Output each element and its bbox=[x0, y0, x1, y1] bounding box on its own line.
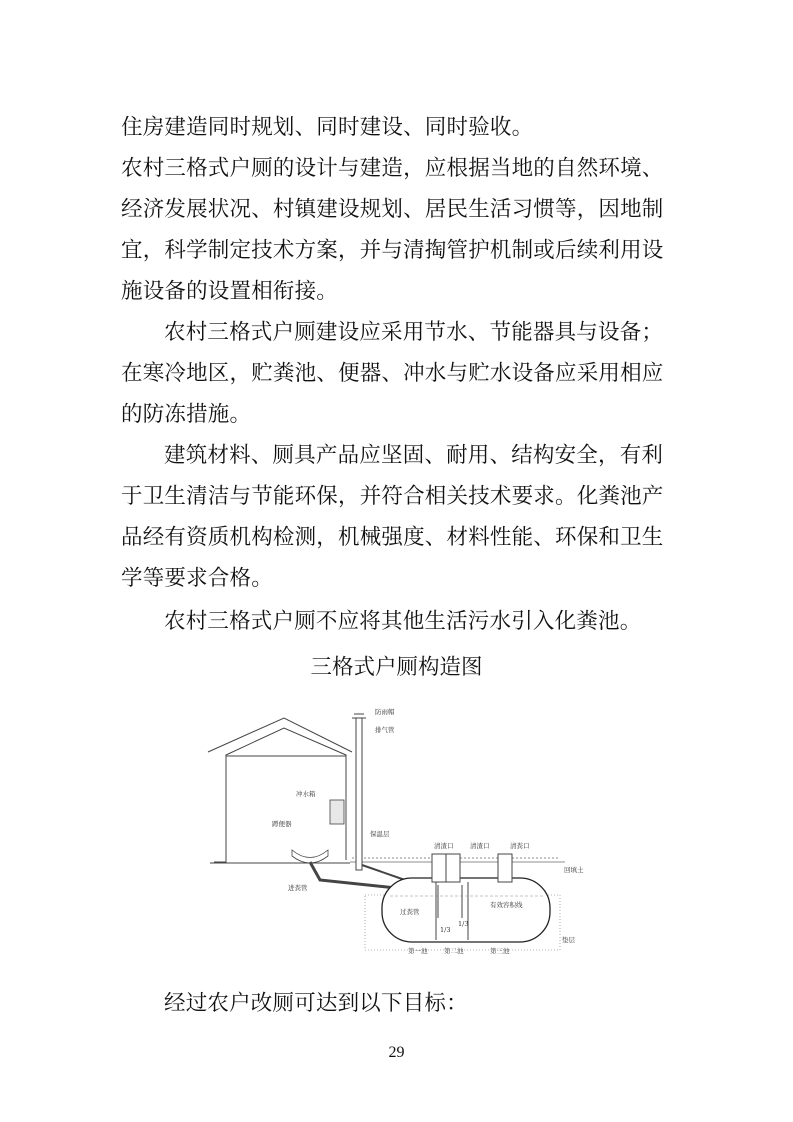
label-backfill: 回填土 bbox=[564, 866, 584, 874]
label-base-layer: 垫层 bbox=[562, 936, 575, 944]
paragraph-after-figure: 经过农户改厕可达到以下目标： bbox=[164, 991, 468, 1016]
label-insulation: 保温层 bbox=[370, 830, 390, 838]
label-cleanout-2: 清渣口 bbox=[470, 842, 490, 850]
label-cleanout-3: 清粪口 bbox=[510, 842, 530, 850]
label-flush-tank: 冲水箱 bbox=[296, 790, 316, 798]
label-ratio-1: 1/3 bbox=[440, 926, 451, 934]
paragraph-1: 住房建造同时规划、同时建设、同时验收。 bbox=[121, 115, 534, 140]
label-chamber-2: 第二池 bbox=[444, 947, 464, 955]
flush-tank bbox=[330, 800, 344, 824]
label-ratio-2: 1/3 bbox=[458, 920, 469, 928]
house-outline bbox=[208, 718, 352, 863]
label-rain-cap: 防雨帽 bbox=[375, 708, 395, 716]
label-effective-volume-line: 有效容积线 bbox=[490, 901, 523, 909]
label-chamber-3: 第三池 bbox=[490, 947, 510, 955]
paragraph-4: 建筑材料、厕具产品应坚固、耐用、结构安全，有利于卫生清洁与节能环保，并符合相关技术要求。化粪池产品经有资质机构检测，机械强度、材料性能、环保和卫生学等要求合格。 bbox=[121, 443, 664, 591]
paragraph-5: 农村三格式户厕不应将其他生活污水引入化粪池。 bbox=[164, 609, 642, 634]
label-squat-toilet: 蹲便器 bbox=[272, 820, 292, 828]
squat-toilet bbox=[292, 850, 328, 863]
label-transfer-pipe: 过粪管 bbox=[400, 908, 420, 916]
page-number: 29 bbox=[388, 1044, 405, 1061]
paragraph-2: 农村三格式户厕的设计与建造，应根据当地的自然环境、经济发展状况、村镇建设规划、居民生活习惯等，因地制宜，科学制定技术方案，并与清掏管护机制或后续利用设施设备的设置相衔接。 bbox=[121, 156, 664, 304]
toilet-structure-diagram bbox=[200, 700, 590, 960]
paragraph-3: 农村三格式户厕建设应采用节水、节能器具与设备；在寒冷地区，贮粪池、便器、冲水与贮水设备应采用相应的防冻措施。 bbox=[121, 320, 664, 427]
label-chamber-1: 第一池 bbox=[408, 947, 428, 955]
figure-title: 三格式户厕构造图 bbox=[310, 655, 483, 680]
label-vent-pipe: 排气管 bbox=[375, 726, 395, 734]
inlet-pipe bbox=[310, 862, 396, 888]
vent-pipe bbox=[352, 714, 366, 870]
label-cleanout-1: 清渣口 bbox=[434, 842, 454, 850]
label-inlet-pipe: 进粪管 bbox=[288, 884, 308, 892]
